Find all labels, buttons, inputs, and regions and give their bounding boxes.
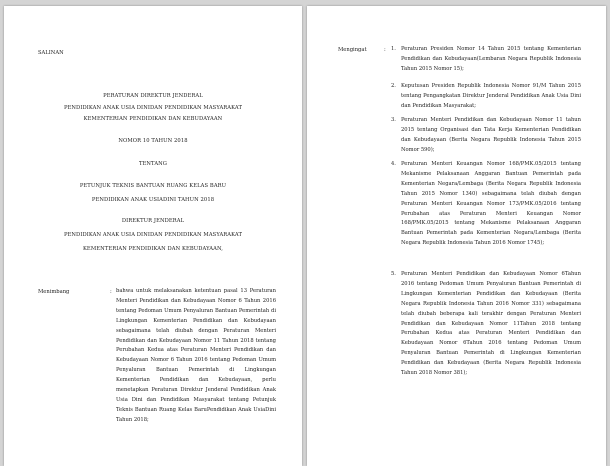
list-item	[391, 82, 581, 112]
document-page-1	[4, 6, 302, 466]
list-item-number: 1.	[391, 46, 396, 52]
heading-ministry: KEMENTERIAN PENDIDIKAN DAN KEBUDAYAAN	[83, 116, 223, 122]
heading-signatory-ministry: KEMENTERIAN PENDIDIKAN DAN KEBUDAYAAN,	[82, 246, 224, 252]
list-item-number: 3.	[391, 117, 396, 123]
list-item-number: 4.	[391, 161, 396, 167]
list-item	[391, 45, 581, 75]
menimbang-text: bahwa untuk melaksanakan ketentuan pasal 13 Peraturan Menteri Pendidikan dan Kebudayaan Nomor 6 Tahun 2016 tentang Pedoman Umum Penyaluran Bantuan Pemerintah di Lingkungan Kementerian Pendidikan dan Kebudayaan sebagaimana telah diubah dengan Peraturan Menteri Pendidikan dan Kebudayaan Nomor 11 Tahun 2018 tentang Perubahan Kedua atas Peraturan Menteri Pendidikan dan Kebudayaan Nomor 6 Tahun 2016 tentang Pedoman Umum Penyaluran Bantuan Pemerintah di Lingkungan Kementerian Pendidikan dan Kebudayaan, perlu menetapkan Peraturan Direktur Jenderal Pendidikan Anak Usia Dini dan Pendidikan Masyarakat tentang Petunjuk Teknis Bantuan Ruang Kelas BaruPendidikan Anak UsiaDini Tahun 2018;	[116, 288, 276, 423]
document-page-2	[307, 6, 606, 466]
list-item	[391, 270, 581, 379]
menimbang-label: Menimbang	[38, 289, 70, 295]
mengingat-label: Mengingat	[338, 47, 367, 53]
heading-subject-2: PENDIDIKAN ANAK USIADINI TAHUN 2018	[91, 197, 215, 203]
list-item-text: Keputusan Presiden Republik Indonesia Nomor 91/M Tahun 2015 tentang Pengangkatan Direktur Jenderal Pendidikan Anak Usia Dini dan Pendidikan Masyarakat;	[401, 83, 581, 109]
list-item-text: Peraturan Presiden Nomor 14 Tahun 2015 tentang Kementerian Pendidikan dan Kebudayaan(Lembaran Negara Republik Indonesia Tahun 2015 Nomor 15);	[401, 46, 581, 72]
menimbang-colon: :	[110, 289, 112, 295]
heading-signatory-directorate: PENDIDIKAN ANAK USIA DINIDAN PENDIDIKAN MASYARAKAT	[63, 232, 243, 238]
mengingat-colon: :	[384, 47, 386, 53]
heading-signatory: DIREKTUR JENDERAL	[121, 218, 185, 224]
list-item-number: 5.	[391, 271, 396, 277]
heading-directorate: PENDIDIKAN ANAK USIA DINIDAN PENDIDIKAN MASYARAKAT	[63, 105, 243, 111]
heading-subject-1: PETUNJUK TEKNIS BANTUAN RUANG KELAS BARU	[79, 183, 227, 189]
heading-tentang: TENTANG	[138, 161, 168, 167]
list-item-text: Peraturan Menteri Pendidikan dan Kebudayaan Nomor 6Tahun 2016 tentang Pedoman Umum Penyaluran Bantuan Pemerintah di Lingkungan Kementerian Pendidikan dan Kebudayaan (Berita Negara Republik Indonesia Tahun 2016 Nomor 331) sebagaimana telah diubah beberapa kali terakhir dengan Peraturan Menteri Pendidikan dan Kebudayaan Nomor 11Tahun 2018 tentang Perubahan Kedua atas Peraturan Menteri Pendidikan dan Kebudayaan Nomor 6Tahun 2016 tentang Pedoman Umum Penyaluran Bantuan Pemerintah di Lingkungan Kementerian Pendidikan dan Kebudayaan (Berita Negara Republik Indonesia Tahun 2018 Nomor 381);	[401, 271, 581, 377]
salinan-label: SALINAN	[38, 50, 64, 56]
list-item	[391, 160, 581, 249]
list-item-text: Peraturan Menteri Pendidikan dan Kebudayaan Nomor 11 tahun 2015 tentang Organisasi dan Tata Kerja Kementerian Pendidikan dan Kebudayaan (Berita Negara Republik Indonesia Tahun 2015 Nomor 590);	[401, 117, 581, 153]
heading-peraturan: PERATURAN DIREKTUR JENDERAL	[103, 93, 203, 99]
list-item	[391, 116, 581, 156]
heading-nomor: NOMOR 10 TAHUN 2018	[118, 138, 188, 144]
list-item-number: 2.	[391, 83, 396, 89]
list-item-text: Peraturan Menteri Keuangan Nomor 168/PMK.05/2015 tentang Mekanisme Pelaksanaan Anggaran Bantuan Pemerintah pada Kementerian Negara/Lembaga (Berita Negara Republik Indonesia Tahun 2015 Nomor 1340) sebagaimana telah diubah dengan Peraturan Menteri Keuangan Nomor 173/PMK.05/2016 tentang Perubahan atas Peraturan Menteri Keuangan Nomor 168/PMK.05/2015 tentang Mekanisme Pelaksanaan Anggaran Bantuan Pemerintah pada Kementerian Negara/Lembaga (Berita Negara Republik Indonesia Tahun 2016 Nomor 1745);	[401, 161, 581, 247]
